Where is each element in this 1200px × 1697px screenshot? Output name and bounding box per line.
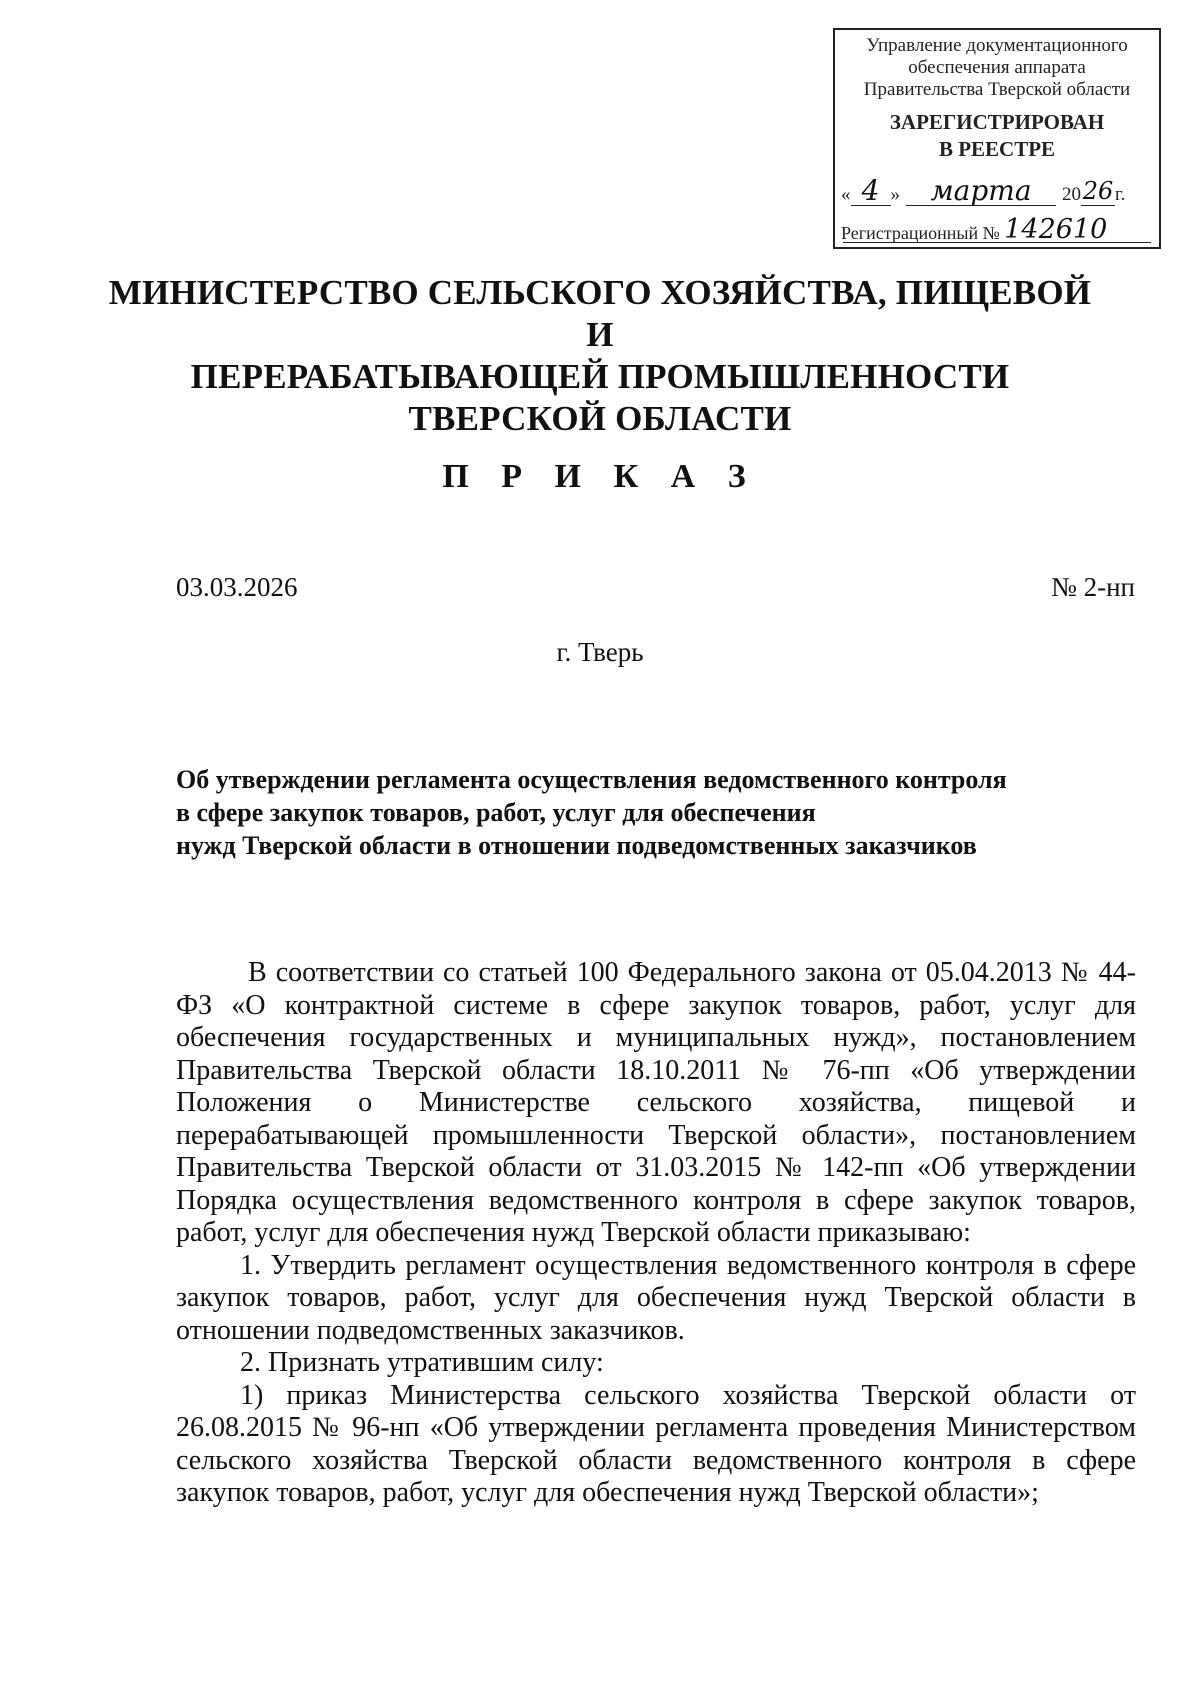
ministry-title	[100, 272, 1100, 440]
stamp-underline	[843, 242, 1151, 243]
stamp-date-year-suffix: 26	[1082, 177, 1114, 205]
stamp-date-open-quote: «	[841, 184, 851, 205]
body-paragraph-item-2: 2. Признать утратившим силу:	[240, 1347, 604, 1378]
body-paragraph-item-1: 1. Утвердить регламент осуществления ведомственного контроля в сфере закупок товаров, работ, услуг для обеспечения нужд Тверской области в отношении подведомственных заказчиков.	[176, 1249, 1136, 1346]
document-body	[176, 957, 1136, 1510]
stamp-line-3: Правительства Тверской области	[863, 79, 1131, 100]
stamp-reg-number-value: 142610	[1004, 214, 1108, 245]
document-subject	[176, 763, 1136, 862]
ministry-line-2: ПЕРЕРАБАТЫВАЮЩЕЙ ПРОМЫШЛЕННОСТИ	[190, 357, 1010, 396]
stamp-date	[841, 174, 1153, 207]
body-paragraph-subitem-1: 1) приказ Министерства сельского хозяйства Тверской области от 26.08.2015 № 96-нп «Об утверждении регламента проведения Министерством сельского хозяйства Тверской области ведомственного контроля в сфере закупок товаров, работ, услуг для обеспечения нужд Тверской области»;	[176, 1379, 1136, 1508]
stamp-date-month: марта	[906, 177, 1056, 206]
ministry-line-3: ТВЕРСКОЙ ОБЛАСТИ	[408, 399, 792, 438]
stamp-date-day: 4	[851, 177, 891, 206]
ministry-line-1: МИНИСТЕРСТВО СЕЛЬСКОГО ХОЗЯЙСТВА, ПИЩЕВОЙ И	[108, 273, 1092, 354]
document-number: № 2-нп	[1051, 572, 1135, 602]
registration-stamp	[833, 28, 1161, 249]
subject-line-1: Об утверждении регламента осуществления ведомственного контроля	[176, 765, 1007, 794]
stamp-registered-2: В РЕЕСТРЕ	[938, 137, 1056, 161]
document-date: 03.03.2026	[176, 572, 298, 602]
stamp-reg-label: Регистрационный №	[841, 223, 1000, 243]
subject-line-3: нужд Тверской области в отношении подведомственных заказчиков	[176, 831, 977, 860]
stamp-date-year-end: г.	[1115, 184, 1126, 205]
stamp-line-1: Управление документационного	[866, 35, 1128, 56]
document-type: П Р И К А З	[442, 458, 758, 495]
stamp-registered-1: ЗАРЕГИСТРИРОВАН	[889, 110, 1105, 134]
subject-line-2: в сфере закупок товаров, работ, услуг для обеспечения	[176, 798, 816, 827]
stamp-date-close-quote: »	[890, 184, 900, 205]
stamp-date-year-prefix: 20	[1062, 184, 1081, 205]
stamp-registered	[841, 109, 1153, 163]
stamp-line-2: обеспечения аппарата	[908, 57, 1086, 78]
stamp-reg-number	[841, 216, 1153, 244]
document-city: г. Тверь	[556, 637, 644, 667]
body-paragraph-preamble: В соответствии со статьей 100 Федерального закона от 05.04.2013 № 44-ФЗ «О контрактной системе в сфере закупок товаров, работ, услуг для обеспечения государственных и муниципальных нужд», постановлением Правительства Тверской области 18.10.2011 № 76-пп «Об утверждении Положения о Министерстве сельского хозяйства, пищевой и перерабатывающей промышленности Тверской области», постановлением Правительства Тверской области от 31.03.2015 № 142-пп «Об утверждении Порядка осуществления ведомственного контроля в сфере закупок товаров, работ, услуг для обеспечения нужд Тверской области приказываю:	[176, 957, 1136, 1248]
